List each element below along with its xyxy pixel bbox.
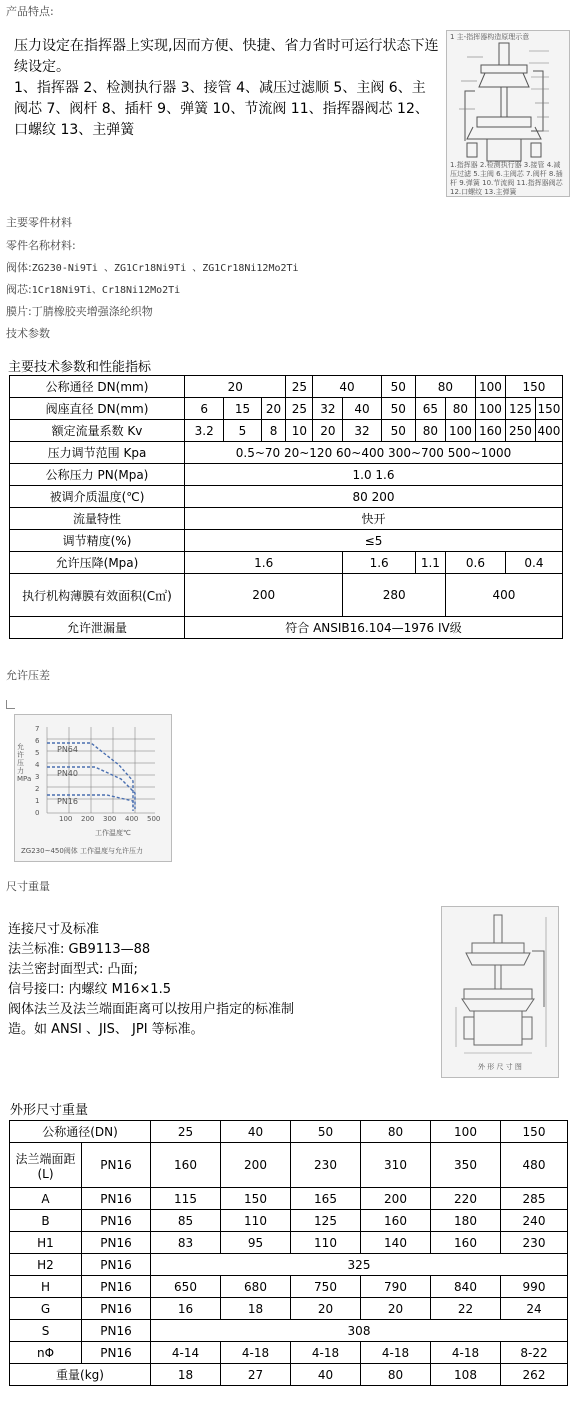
y-tick-2: 2 <box>35 785 40 793</box>
row-label: H <box>10 1276 82 1298</box>
value-cell: 18 <box>221 1298 291 1320</box>
kv-cell: 32 <box>343 420 381 442</box>
core-value: 1Cr18Ni9Ti、Cr18Ni12Mo2Ti <box>31 285 181 296</box>
dim-table-caption: 外形尺寸重量 <box>10 1103 89 1118</box>
tech-table-caption: 主要技术参数和性能指标 <box>8 360 152 375</box>
dn-header-cell: 100 <box>431 1121 501 1143</box>
tech-spec-table <box>9 375 563 639</box>
value-cell: 110 <box>221 1210 291 1232</box>
pn-cell: PN16 <box>82 1342 151 1364</box>
seat-cell: 100 <box>475 398 505 420</box>
table-row <box>10 1254 568 1276</box>
seat-cell: 15 <box>224 398 261 420</box>
x-tick-300: 300 <box>103 815 117 823</box>
value-cell: 480 <box>501 1143 568 1188</box>
seal-face: 法兰密封面型式: 凸面; <box>8 962 138 977</box>
value-cell: 140 <box>361 1232 431 1254</box>
seat-cell: 50 <box>381 398 415 420</box>
value-cell: 230 <box>291 1143 361 1188</box>
dn-cell: 150 <box>505 376 562 398</box>
image-placeholder-icon <box>6 700 15 709</box>
value-cell: 350 <box>431 1143 501 1188</box>
kv-label: 额定流量系数 Kv <box>10 420 185 442</box>
table-row <box>10 1298 568 1320</box>
value-cell: 4-18 <box>221 1342 291 1364</box>
value-cell: 240 <box>501 1210 568 1232</box>
x-tick-400: 400 <box>125 815 139 823</box>
value-cell: 4-18 <box>431 1342 501 1364</box>
pn-cell: PN16 <box>82 1320 151 1342</box>
table-row <box>10 1342 568 1364</box>
leak-row <box>10 617 563 639</box>
area-cell: 400 <box>445 574 562 617</box>
table-row <box>10 1210 568 1232</box>
connection-info <box>8 920 308 1040</box>
weight-row <box>10 1364 568 1386</box>
leak-label: 允许泄漏量 <box>10 617 185 639</box>
kv-cell: 160 <box>475 420 505 442</box>
seat-cell: 32 <box>313 398 343 420</box>
pn-row <box>10 464 563 486</box>
seat-cell: 40 <box>343 398 381 420</box>
body-value: ZG230-Ni9Ti 、ZG1Cr18Ni9Ti 、ZG1Cr18Ni12Mo2Ti <box>31 263 299 274</box>
dn-cell: 50 <box>381 376 415 398</box>
row-label: H2 <box>10 1254 82 1276</box>
area-row <box>10 574 563 617</box>
pn-cell: PN16 <box>82 1210 151 1232</box>
dimensions-heading: 尺寸重量 <box>6 880 50 893</box>
dn-cell: 25 <box>286 376 313 398</box>
drop-cell: 0.6 <box>445 552 505 574</box>
series-label-pn16: PN16 <box>57 797 78 806</box>
seat-cell: 80 <box>445 398 475 420</box>
kv-cell: 5 <box>224 420 261 442</box>
weight-cell: 27 <box>221 1364 291 1386</box>
value-cell: 220 <box>431 1188 501 1210</box>
kv-cell: 50 <box>381 420 415 442</box>
value-cell: 310 <box>361 1143 431 1188</box>
y-axis-label: 允许压力MPa <box>17 743 32 783</box>
kv-cell: 100 <box>445 420 475 442</box>
merged-value-cell: 325 <box>151 1254 568 1276</box>
kv-cell: 8 <box>261 420 286 442</box>
figure1-caption: 1 主-指挥器构造原理示意 <box>450 33 530 41</box>
accuracy-row <box>10 530 563 552</box>
row-label: nΦ <box>10 1342 82 1364</box>
merged-value-cell: 308 <box>151 1320 568 1342</box>
core-material <box>6 281 180 297</box>
dn-cell: 100 <box>475 376 505 398</box>
membrane-material: 膜片:丁腈橡胶夹增强涤纶织物 <box>6 305 153 318</box>
pn-cell: PN16 <box>82 1143 151 1188</box>
value-cell: 790 <box>361 1276 431 1298</box>
value-cell: 22 <box>431 1298 501 1320</box>
drop-cell: 1.6 <box>185 552 343 574</box>
intro-paragraph <box>14 36 439 141</box>
pn-cell: PN16 <box>82 1276 151 1298</box>
seat-cell: 150 <box>535 398 562 420</box>
parts-list: 1、指挥器 2、检测执行器 3、接管 4、减压过滤顺 5、主阀 6、主阀芯 7、阀杆 8、插杆 9、弹簧 10、节流阀 11、指挥器阀芯 12、口螺纹 13、主弹簧 <box>14 80 429 138</box>
value-cell: 750 <box>291 1276 361 1298</box>
area-cell: 200 <box>185 574 343 617</box>
pn-cell: PN16 <box>82 1232 151 1254</box>
dn-row <box>10 376 563 398</box>
x-tick-200: 200 <box>81 815 95 823</box>
x-axis-label: 工作温度℃ <box>95 829 131 837</box>
dn-header-cell: 25 <box>151 1121 221 1143</box>
y-tick-5: 5 <box>35 749 40 757</box>
value-cell: 680 <box>221 1276 291 1298</box>
dn-cell: 20 <box>185 376 286 398</box>
pn-value: 1.0 1.6 <box>185 464 563 486</box>
chart-caption: ZG230~450阀体 工作温度与允许压力 <box>21 847 144 855</box>
dimension-table <box>9 1120 568 1386</box>
value-cell: 20 <box>291 1298 361 1320</box>
value-cell: 650 <box>151 1276 221 1298</box>
figure1-legend: 1.指挥器 2.检测执行器 3.接管 4.减压过滤 5.主阀 6.主阀芯 7.阀杆 8.插杆 9.弹簧 10.节流阀 11.指挥器阀芯 12.口螺纹 13.主弹簧 <box>450 161 563 196</box>
weight-cell: 40 <box>291 1364 361 1386</box>
dn-label: 公称通径 DN(mm) <box>10 376 185 398</box>
x-tick-500: 500 <box>147 815 161 823</box>
row-label: S <box>10 1320 82 1342</box>
body-label: 阀体: <box>6 261 32 274</box>
weight-cell: 80 <box>361 1364 431 1386</box>
kv-cell: 20 <box>313 420 343 442</box>
row-label: G <box>10 1298 82 1320</box>
drop-row <box>10 552 563 574</box>
seat-row <box>10 398 563 420</box>
drop-cell: 0.4 <box>505 552 562 574</box>
range-row <box>10 442 563 464</box>
series-label-pn40: PN40 <box>57 769 78 778</box>
weight-label: 重量(kg) <box>10 1364 151 1386</box>
y-tick-1: 1 <box>35 797 40 805</box>
materials-subtitle: 零件名称材料: <box>6 239 76 252</box>
row-label: H1 <box>10 1232 82 1254</box>
table-row <box>10 1188 568 1210</box>
y-tick-4: 4 <box>35 761 40 769</box>
outline-dimension-figure <box>441 906 559 1078</box>
flow-row <box>10 508 563 530</box>
pn-cell: PN16 <box>82 1254 151 1276</box>
temp-label: 被调介质温度(℃) <box>10 486 185 508</box>
drop-cell: 1.6 <box>343 552 415 574</box>
table-row <box>10 1276 568 1298</box>
dn-cell: 40 <box>313 376 381 398</box>
table-row <box>10 1143 568 1188</box>
value-cell: 285 <box>501 1188 568 1210</box>
weight-cell: 108 <box>431 1364 501 1386</box>
kv-cell: 80 <box>415 420 445 442</box>
outline-drawing <box>442 907 558 1077</box>
value-cell: 8-22 <box>501 1342 568 1364</box>
kv-cell: 10 <box>286 420 313 442</box>
value-cell: 4-18 <box>361 1342 431 1364</box>
flange-standard: 法兰标准: GB9113—88 <box>8 942 151 957</box>
value-cell: 160 <box>361 1210 431 1232</box>
weight-cell: 18 <box>151 1364 221 1386</box>
accuracy-label: 调节精度(%) <box>10 530 185 552</box>
value-cell: 20 <box>361 1298 431 1320</box>
value-cell: 180 <box>431 1210 501 1232</box>
row-label: 法兰端面距(L) <box>10 1143 82 1188</box>
pn-label: 公称压力 PN(Mpa) <box>10 464 185 486</box>
value-cell: 840 <box>431 1276 501 1298</box>
intro-heading: 产品特点: <box>6 5 54 18</box>
area-label: 执行机构薄膜有效面积(C㎡) <box>10 574 185 617</box>
weight-cell: 262 <box>501 1364 568 1386</box>
range-label: 压力调节范围 Kpa <box>10 442 185 464</box>
core-label: 阀芯: <box>6 283 32 296</box>
kv-row <box>10 420 563 442</box>
tech-params-title: 技术参数 <box>6 327 50 340</box>
value-cell: 95 <box>221 1232 291 1254</box>
valve-structure-figure <box>446 30 570 197</box>
value-cell: 125 <box>291 1210 361 1232</box>
accuracy-value: ≤5 <box>185 530 563 552</box>
value-cell: 200 <box>361 1188 431 1210</box>
seat-cell: 25 <box>286 398 313 420</box>
dn-header-label: 公称通径(DN) <box>10 1121 151 1143</box>
signal-port: 信号接口: 内螺纹 M16×1.5 <box>8 982 171 997</box>
drop-label: 允许压降(Mpa) <box>10 552 185 574</box>
flow-value: 快开 <box>185 508 563 530</box>
dn-header-cell: 50 <box>291 1121 361 1143</box>
series-label-pn64: PN64 <box>57 745 78 754</box>
dn-header-cell: 80 <box>361 1121 431 1143</box>
outline-caption: 外 形 尺 寸 图 <box>478 1063 522 1071</box>
kv-cell: 3.2 <box>185 420 224 442</box>
y-tick-3: 3 <box>35 773 40 781</box>
y-tick-0: 0 <box>35 809 40 817</box>
x-tick-100: 100 <box>59 815 73 823</box>
value-cell: 230 <box>501 1232 568 1254</box>
y-tick-6: 6 <box>35 737 40 745</box>
value-cell: 160 <box>151 1143 221 1188</box>
conn-title: 连接尺寸及标准 <box>8 922 100 937</box>
row-label: B <box>10 1210 82 1232</box>
seat-label: 阀座直径 DN(mm) <box>10 398 185 420</box>
value-cell: 200 <box>221 1143 291 1188</box>
flow-label: 流量特性 <box>10 508 185 530</box>
value-cell: 150 <box>221 1188 291 1210</box>
dn-cell: 80 <box>415 376 475 398</box>
y-tick-7: 7 <box>35 725 40 733</box>
value-cell: 4-18 <box>291 1342 361 1364</box>
value-cell: 110 <box>291 1232 361 1254</box>
range-value: 0.5~70 20~120 60~400 300~700 500~1000 <box>185 442 563 464</box>
kv-cell: 400 <box>535 420 562 442</box>
pn-cell: PN16 <box>82 1298 151 1320</box>
table-row <box>10 1320 568 1342</box>
pn-cell: PN16 <box>82 1188 151 1210</box>
value-cell: 4-14 <box>151 1342 221 1364</box>
value-cell: 16 <box>151 1298 221 1320</box>
body-material <box>6 259 299 275</box>
kv-cell: 250 <box>505 420 535 442</box>
value-cell: 24 <box>501 1298 568 1320</box>
seat-cell: 20 <box>261 398 286 420</box>
dn-header-cell: 150 <box>501 1121 568 1143</box>
leak-value: 符合 ANSIB16.104—1976 IV级 <box>185 617 563 639</box>
seat-cell: 125 <box>505 398 535 420</box>
value-cell: 83 <box>151 1232 221 1254</box>
temp-row <box>10 486 563 508</box>
area-cell: 280 <box>343 574 446 617</box>
value-cell: 160 <box>431 1232 501 1254</box>
standard-note: 阀体法兰及法兰端面距离可以按用户指定的标准制造。如 ANSI 、JIS、 JPI 等标准。 <box>8 1002 295 1037</box>
value-cell: 990 <box>501 1276 568 1298</box>
dn-header-cell: 40 <box>221 1121 291 1143</box>
pressure-heading: 允许压差 <box>6 669 50 682</box>
dim-header-row <box>10 1121 568 1143</box>
value-cell: 165 <box>291 1188 361 1210</box>
intro-text: 压力设定在指挥器上实现,因而方便、快捷、省力省时可运行状态下连续设定。 <box>14 38 439 75</box>
value-cell: 115 <box>151 1188 221 1210</box>
seat-cell: 6 <box>185 398 224 420</box>
value-cell: 85 <box>151 1210 221 1232</box>
drop-cell: 1.1 <box>415 552 445 574</box>
temp-value: 80 200 <box>185 486 563 508</box>
materials-title: 主要零件材料 <box>6 216 72 229</box>
row-label: A <box>10 1188 82 1210</box>
table-row <box>10 1232 568 1254</box>
pressure-chart <box>14 714 172 862</box>
seat-cell: 65 <box>415 398 445 420</box>
